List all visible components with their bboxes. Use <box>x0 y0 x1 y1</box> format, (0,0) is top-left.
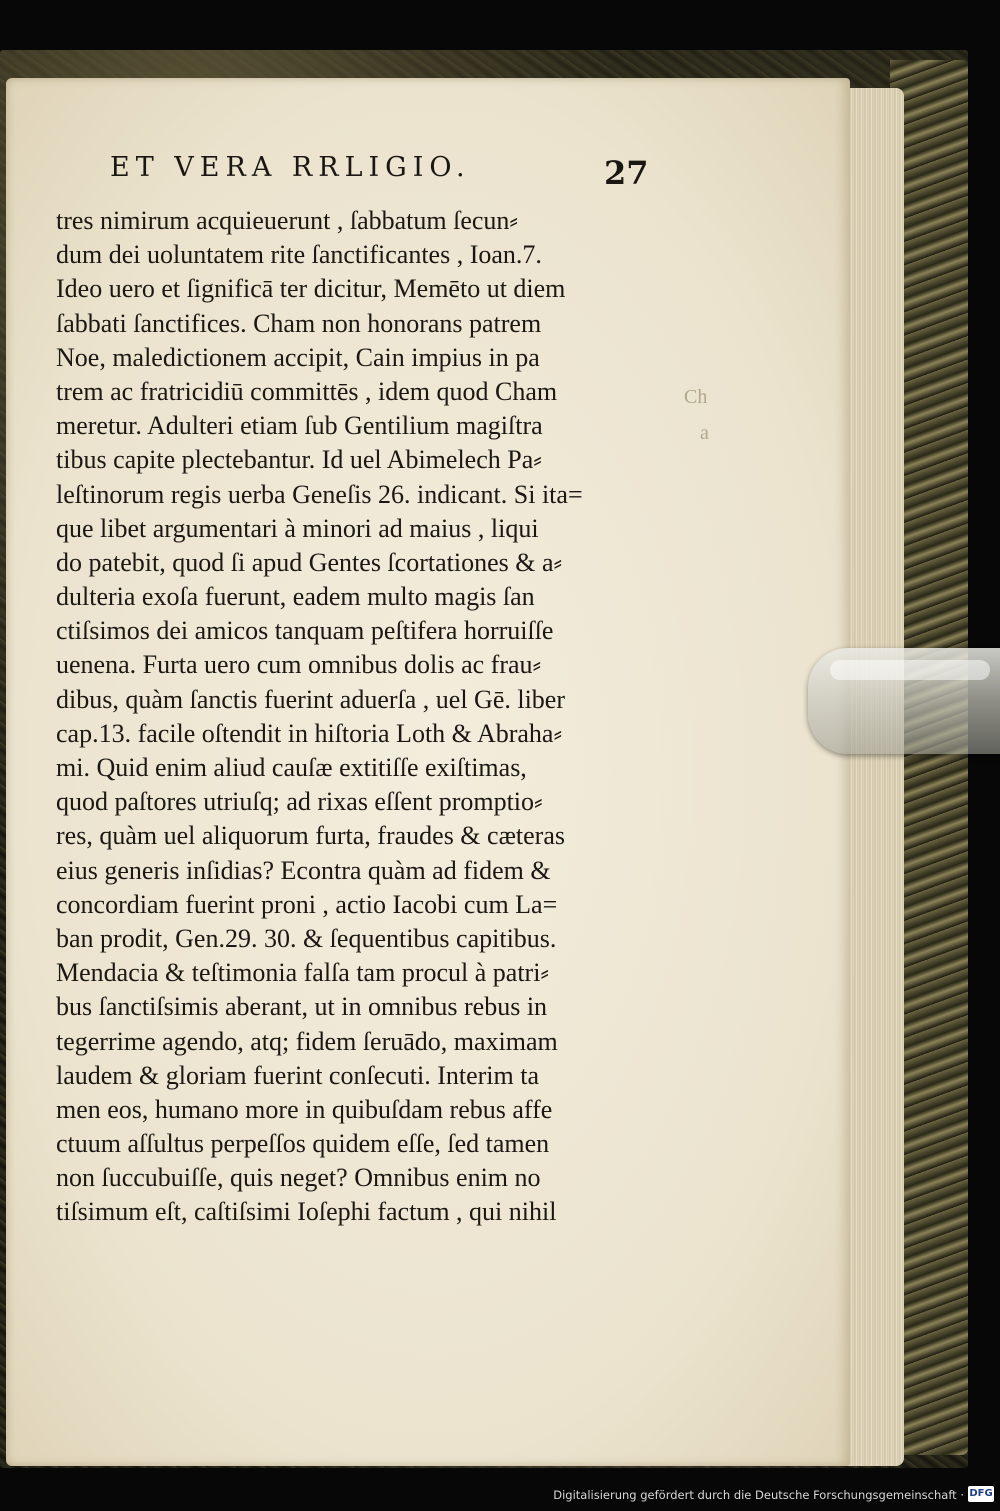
text-line: men eos, humano more in quibuſdam rebus affe <box>56 1094 553 1124</box>
text-line: Noe, maledictionem accipit, Cain impius in pa <box>56 342 540 372</box>
text-line: ctuum aſſultus perpeſſos quidem eſſe, ſed tamen <box>56 1129 550 1159</box>
digitization-credit: Digitalisierung gefördert durch die Deutsche Forschungsgemeinschaft · <box>553 1488 964 1502</box>
margin-note: Ch <box>684 386 708 408</box>
text-line: dibus, quàm ſanctis fuerint aduerſa , uel Gē. liber <box>56 684 566 714</box>
text-line: tibus capite plectebantur. Id uel Abimelech Pa⸗ <box>56 445 542 475</box>
text-line: tiſsimum eſt, caſtiſsimi Ioſephi factum , qui nihil <box>56 1197 557 1227</box>
page-clip-highlight <box>830 660 990 680</box>
text-line: quod paſtores utriuſq; ad rixas eſſent promptio⸗ <box>56 787 543 817</box>
text-line: do patebit, quod ſi apud Gentes ſcortationes & a⸗ <box>56 547 563 577</box>
text-line: non ſuccubuiſſe, quis neget? Omnibus enim no <box>56 1163 541 1193</box>
text-line: Ideo uero et ſignificā ter dicitur, Memēto ut diem <box>56 274 566 304</box>
text-line: meretur. Adulteri etiam ſub Gentilium magiſtra <box>56 411 543 441</box>
text-line: concordiam fuerint proni , actio Iacobi cum La= <box>56 889 558 919</box>
text-line: dulteria exoſa fuerunt, eadem multo magis ſan <box>56 582 535 612</box>
text-line: ban prodit, Gen.29. 30. & ſequentibus capitibus. <box>56 923 557 953</box>
text-line: tres nimirum acquieuerunt , ſabbatum ſecun⸗ <box>56 206 519 235</box>
page-number: 27 <box>604 154 649 192</box>
text-line: ſabbati ſanctifices. Cham non honorans patrem <box>56 308 542 338</box>
text-line: trem ac fratricidiū committēs , idem quod Cham <box>56 376 558 406</box>
dfg-logo: DFG <box>968 1486 994 1502</box>
text-line: que libet argumentari à minori ad maius , liqui <box>56 513 539 543</box>
text-line: dum dei uoluntatem rite ſanctificantes , Ioan.7. <box>56 240 542 270</box>
text-line: mi. Quid enim aliud cauſæ extitiſſe exiſtimas, <box>56 753 527 782</box>
text-line: leſtinorum regis uerba Geneſis 26. indicant. Si ita= <box>56 479 583 509</box>
text-line: tegerrime agendo, atq; fidem ſeruādo, maximam <box>56 1026 558 1056</box>
text-line: bus ſanctiſsimis aberant, ut in omnibus rebus in <box>56 992 548 1022</box>
text-line: ctiſsimos dei amicos tanquam peſtifera horruiſſe <box>56 616 554 646</box>
text-line: res, quàm uel aliquorum furta, fraudes & cæteras <box>56 821 565 851</box>
body-text <box>56 204 656 1230</box>
text-line: eius generis inſidias? Econtra quàm ad fidem & <box>56 855 551 885</box>
text-line: Mendacia & teſtimonia falſa tam procul à patri⸗ <box>56 958 550 988</box>
margin-note: a <box>700 422 709 444</box>
running-head: ET VERA RRLIGIO. <box>110 152 471 183</box>
text-line: cap.13. facile oſtendit in hiſtoria Loth & Abraha⸗ <box>56 718 563 748</box>
text-line: laudem & gloriam fuerint conſecuti. Interim ta <box>56 1060 540 1090</box>
text-line: uenena. Furta uero cum omnibus dolis ac frau⸗ <box>56 650 542 680</box>
